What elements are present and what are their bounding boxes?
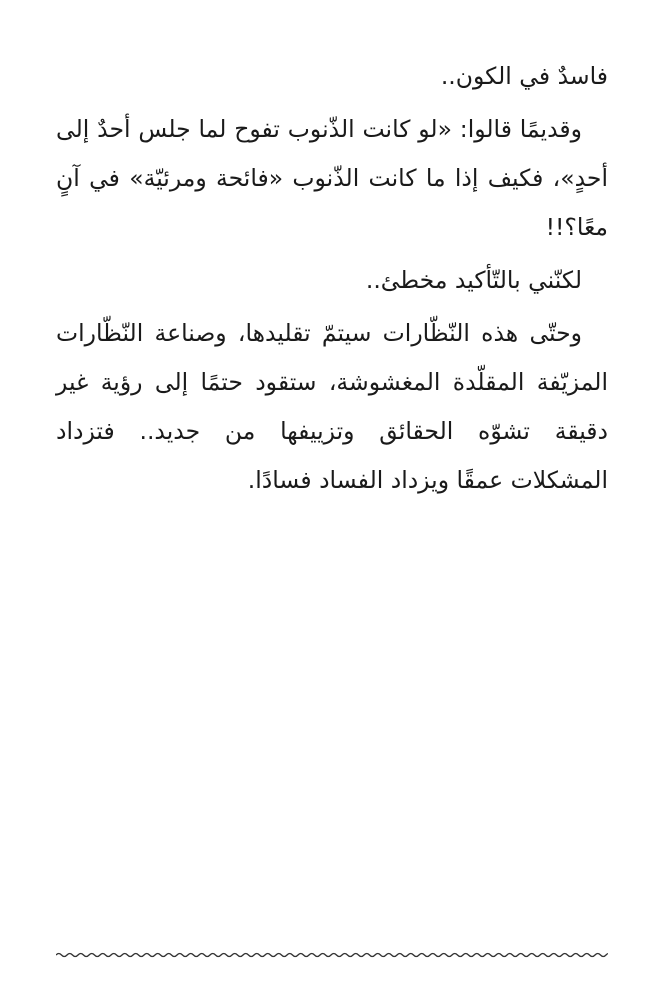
- paragraph-3: لكنّني بالتّأكيد مخطئ..: [365, 266, 582, 294]
- wavy-divider-ornament: [56, 948, 608, 962]
- page-body: [56, 52, 608, 509]
- paragraph-2: وقديمًا قالوا: «لو كانت الذّنوب تفوح لما جلس أحدٌ إلى أحدٍ»، فكيف إذا ما كانت الذّنوب «فائحة ومرئيّة» في آنٍ معًا؟!!: [56, 115, 608, 241]
- paragraph-1: فاسدٌ في الكون..: [440, 62, 608, 90]
- paragraph-4: وحتّى هذه النّظّارات سيتمّ تقليدها، وصناعة النّظّارات المزيّفة المقلّدة المغشوشة، ستقود حتمًا إلى رؤية غير دقيقة تشوّه الحقائق وتزييفها من جديد.. فتزداد المشكلات عمقًا ويزداد الفساد فسادًا.: [56, 319, 608, 494]
